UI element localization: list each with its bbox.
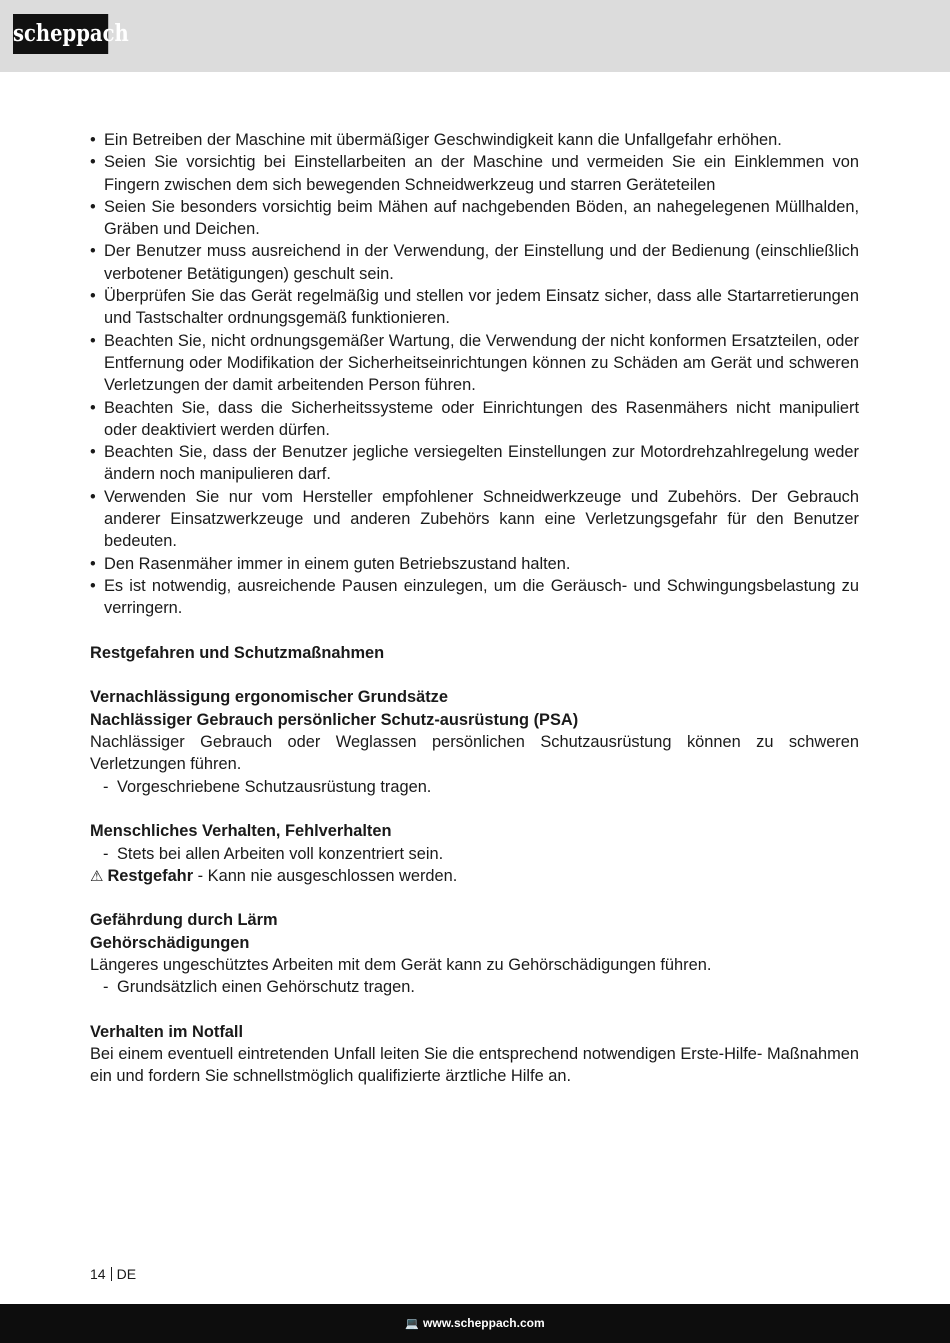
paragraph-notfall: Bei einem eventuell eintretenden Unfall leiten Sie die entsprechend notwendigen Erste-Hilfe- Maßnahmen ein und fordern Sie schnellstmöglich qualifizierte ärztliche Hilfe an. bbox=[90, 1045, 859, 1086]
paragraph-laerm: Längeres ungeschütztes Arbeiten mit dem Gerät kann zu Gehörschädigungen führen. bbox=[90, 955, 712, 974]
header-band bbox=[0, 0, 950, 72]
heading-gehoer: Gehörschädigungen bbox=[90, 933, 250, 952]
list-item: • Überprüfen Sie das Gerät regelmäßig und stellen vor jedem Einsatz sicher, dass alle Startarretierungen und Tastschalter ordnungsgemäß funktionieren. bbox=[90, 285, 859, 330]
divider bbox=[111, 1267, 112, 1281]
list-item: • Beachten Sie, dass die Sicherheitssysteme oder Einrichtungen des Rasenmähers nicht manipuliert oder deaktiviert werden dürfen. bbox=[90, 397, 859, 442]
heading-notfall: Verhalten im Notfall bbox=[90, 1022, 244, 1041]
list-item: • Ein Betreiben der Maschine mit übermäßiger Geschwindigkeit kann die Unfallgefahr erhöhen. bbox=[90, 129, 859, 151]
list-item: • Beachten Sie, nicht ordnungsgemäßer Wartung, die Verwendung der nicht konformen Ersatzteilen, oder Entfernung oder Modifikation der Sicherheitseinrichtungen können zu Schäden am Gerät und schweren Verletzungen der damit arbeitenden Person führen. bbox=[90, 330, 859, 397]
footer-bar bbox=[0, 1304, 950, 1343]
dash-item-laerm bbox=[90, 976, 859, 998]
list-item: • Den Rasenmäher immer in einem guten Betriebszustand halten. bbox=[90, 553, 859, 575]
warning-text: - Kann nie ausgeschlossen werden. bbox=[193, 866, 458, 885]
language-code: DE bbox=[116, 1266, 137, 1282]
heading-laerm: Gefährdung durch Lärm bbox=[90, 911, 278, 930]
dash-mark: - bbox=[103, 844, 109, 863]
dash-mark: - bbox=[103, 777, 109, 796]
scheppach-logo[interactable]: scheppach bbox=[13, 14, 108, 54]
paragraph-psa: Nachlässiger Gebrauch oder Weglassen persönlichen Schutzausrüstung können zu schweren Verletzungen führen. bbox=[90, 733, 859, 774]
list-item: • Seien Sie besonders vorsichtig beim Mähen auf nachgebenden Böden, an nahegelegenen Müllhalden, Gräben und Deichen. bbox=[90, 196, 859, 241]
dash-mark: - bbox=[103, 978, 109, 997]
restgefahr-warning bbox=[90, 865, 859, 887]
list-item: • Verwenden Sie nur vom Hersteller empfohlener Schneidwerkzeuge und Zubehörs. Der Gebrauch anderer Einsatzwerkzeuge und anderen Zubehörs kann eine Verletzungsgefahr für den Benutzer bedeuten. bbox=[90, 486, 859, 553]
heading-ergonomie: Vernachlässigung ergonomischer Grundsätze bbox=[90, 688, 448, 707]
page-number: 14 bbox=[90, 1266, 106, 1282]
website-link[interactable]: www.scheppach.com bbox=[423, 1316, 545, 1330]
heading-psa: Nachlässiger Gebrauch persönlicher Schutz-ausrüstung (PSA) bbox=[90, 710, 579, 729]
page-content bbox=[90, 129, 859, 1088]
dash-item-text: Vorgeschriebene Schutzausrüstung tragen. bbox=[117, 777, 432, 796]
safety-bullet-list bbox=[90, 129, 859, 620]
computer-icon: 💻 bbox=[405, 1317, 420, 1330]
list-item: • Beachten Sie, dass der Benutzer jegliche versiegelten Einstellungen zur Motordrehzahlregelung weder ändern noch manipulieren darf. bbox=[90, 441, 859, 486]
list-item: • Es ist notwendig, ausreichende Pausen einzulegen, um die Geräusch- und Schwingungsbelastung zu verringern. bbox=[90, 575, 859, 620]
heading-restgefahren: Restgefahren und Schutzmaßnahmen bbox=[90, 643, 385, 662]
list-item: • Seien Sie vorsichtig bei Einstellarbeiten an der Maschine und vermeiden Sie ein Einklemmen von Fingern zwischen dem sich bewegenden Schneidwerkzeug und starren Geräteteilen bbox=[90, 151, 859, 196]
warning-label: Restgefahr bbox=[107, 866, 194, 885]
page-footer-label bbox=[90, 1265, 136, 1283]
dash-item-text: Grundsätzlich einen Gehörschutz tragen. bbox=[117, 978, 415, 997]
list-item: • Der Benutzer muss ausreichend in der Verwendung, der Einstellung und der Bedienung (einschließlich verbotener Betätigungen) geschult sein. bbox=[90, 240, 859, 285]
heading-verhalten: Menschliches Verhalten, Fehlverhalten bbox=[90, 822, 392, 841]
dash-item-psa bbox=[90, 776, 859, 798]
dash-item-verhalten bbox=[90, 843, 859, 865]
dash-item-text: Stets bei allen Arbeiten voll konzentriert sein. bbox=[117, 844, 444, 863]
warning-triangle-icon: ⚠ bbox=[90, 866, 104, 885]
